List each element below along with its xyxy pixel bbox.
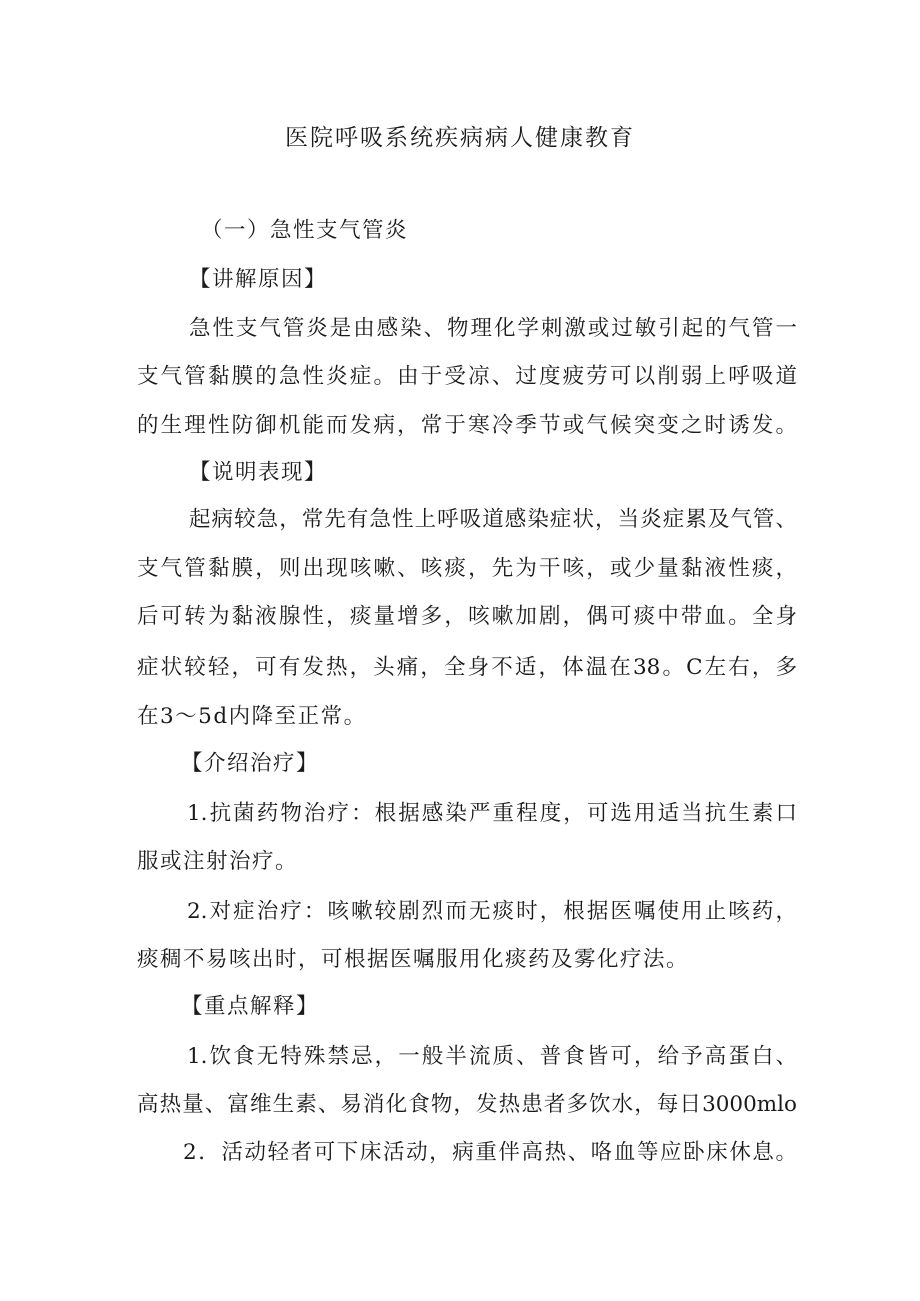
paragraph-line: 后可转为黏液腺性，痰量增多，咳嗽加剧，偶可痰中带血。全身 [137,604,797,629]
list-item-line: 服或注射治疗。 [137,849,299,874]
list-item-line: 痰稠不易咳出时，可根据医嘱服用化痰药及雾化疗法。 [137,947,690,972]
paragraph-line: 支气管黏膜，则出现咳嗽、咳痰，先为干咳，或少量黏液性痰， [137,556,797,581]
heading-cause: 【讲解原因】 [189,267,328,292]
list-item-line: 高热量、富维生素、易消化食物，发热患者多饮水，每日3000mlo [137,1092,797,1117]
document-title: 医院呼吸系统疾病病人健康教育 [285,125,635,151]
paragraph-line: 症状较轻，可有发热，头痛，全身不适，体温在38。C左右，多 [137,655,797,680]
heading-treatment: 【介绍治疗】 [181,751,320,776]
paragraph-line: 在3～5d内降至正常。 [137,704,367,729]
paragraph-line: 的生理性防御机能而发病，常于寒冷季节或气候突变之时诱发。 [137,413,797,438]
paragraph-line: 起病较急，常先有急性上呼吸道感染症状，当炎症累及气管、 [189,507,797,532]
paragraph-line: 急性支气管炎是由感染、物理化学刺激或过敏引起的气管一 [189,316,797,341]
list-item-line: 2.对症治疗：咳嗽较剧烈而无痰时，根据医嘱使用止咳药， [187,899,797,924]
heading-symptoms: 【说明表现】 [189,460,328,485]
list-item-line: 1.饮食无特殊禁忌，一般半流质、普食皆可，给予高蛋白、 [187,1044,797,1069]
heading-key-points: 【重点解释】 [181,994,320,1019]
list-item-line: 1.抗菌药物治疗：根据感染严重程度，可选用适当抗生素口 [187,801,797,826]
section-title: （一）急性支气管炎 [201,218,409,243]
paragraph-line: 支气管黏膜的急性炎症。由于受凉、过度疲劳可以削弱上呼吸道 [137,364,797,389]
list-item-line: 2．活动轻者可下床活动，病重伴高热、咯血等应卧床休息。 [183,1140,797,1165]
